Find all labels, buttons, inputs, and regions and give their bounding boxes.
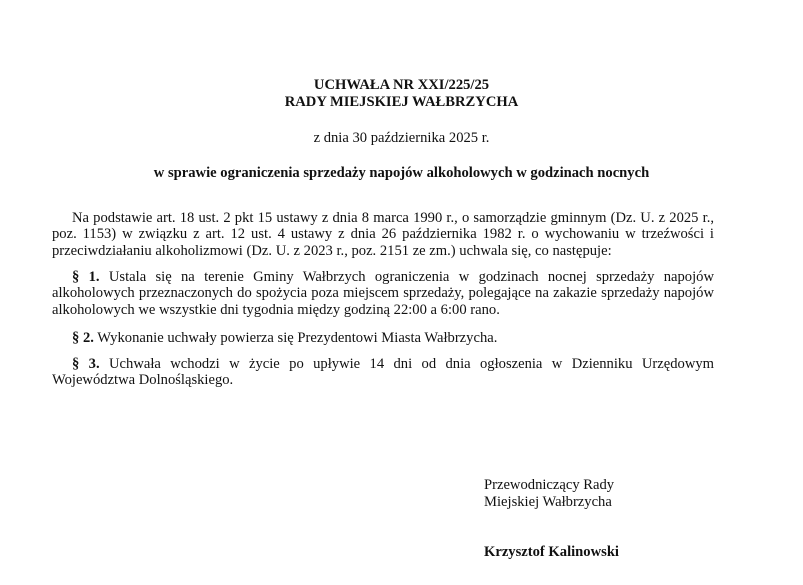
signatory-role-line1: Przewodniczący Rady: [484, 477, 615, 493]
preamble: [52, 210, 714, 259]
section-label: § 2.: [72, 330, 94, 346]
section-label: § 1.: [72, 269, 100, 285]
section-label: § 3.: [72, 356, 100, 372]
section-text: Ustala się na terenie Gminy Wałbrzych ograniczenia w godzinach nocnej sprzedaży napojów alkoholowych przeznaczonych do spożycia poza miejscem sprzedaży, polegające na zakazie sprzedaży napojów alkoholowych we wszystkie dni tygodnia między godziną 22:00 a 6:00 rano.: [52, 269, 714, 318]
signatory-role: [484, 477, 614, 511]
resolution-subject: w sprawie ograniczenia sprzedaży napojów alkoholowych w godzinach nocnych: [153, 165, 650, 181]
section-2: [52, 330, 714, 346]
signatory-name: Krzysztof Kalinowski: [484, 544, 619, 560]
resolution-number: UCHWAŁA NR XXI/225/25: [313, 77, 490, 93]
council-name: RADY MIEJSKIEJ WAŁBRZYCHA: [284, 94, 519, 110]
signatory-role-line2: Miejskiej Wałbrzycha: [484, 494, 612, 510]
section-text: Wykonanie uchwały powierza się Prezydentowi Miasta Wałbrzycha.: [97, 330, 498, 346]
section-1: [52, 269, 714, 318]
section-text: Uchwała wchodzi w życie po upływie 14 dni od dnia ogłoszenia w Dzienniku Urzędowym Województwa Dolnośląskiego.: [52, 356, 715, 389]
preamble-text: Na podstawie art. 18 ust. 2 pkt 15 ustawy z dnia 8 marca 1990 r., o samorządzie gminnym (Dz. U. z 2025 r., poz. 1153) w związku z art. 12 ust. 4 ustawy z dnia 26 października 1982 r. o wychowaniu w trzeźwości i przeciwdziałaniu alkoholizmowi (Dz. U. z 2023 r., poz. 2151 ze zm.) uchwala się, co następuje:: [52, 210, 714, 259]
resolution-date: z dnia 30 października 2025 r.: [313, 130, 490, 146]
section-3: [52, 356, 714, 389]
